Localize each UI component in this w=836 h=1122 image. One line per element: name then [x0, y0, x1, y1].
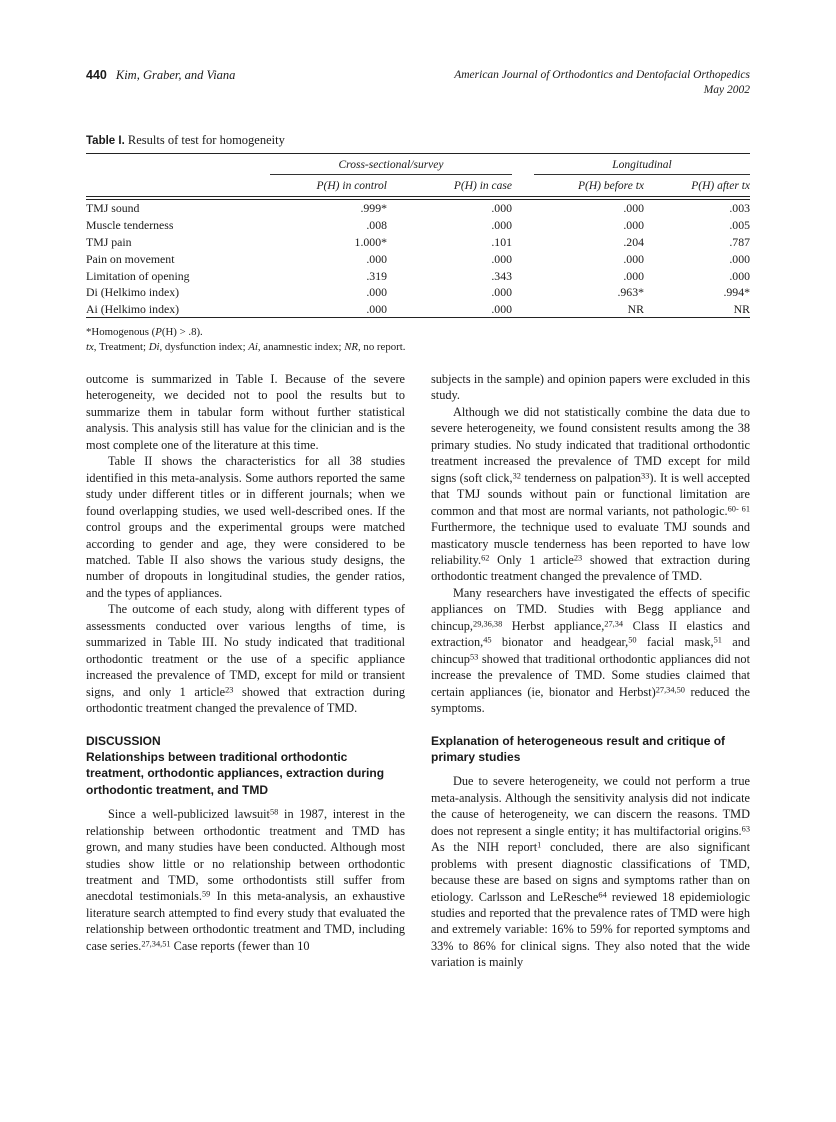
issue-date: May 2002	[703, 84, 750, 96]
cell-ph-after-tx: .003	[729, 201, 750, 216]
paragraph-part-e: facial mask,	[636, 635, 714, 650]
cell-ph-in-control: .999*	[360, 201, 387, 216]
table-row	[86, 217, 750, 234]
row-label: Ai (Helkimo index)	[86, 302, 180, 317]
cell-ph-before-tx: .204	[623, 234, 644, 249]
citation-62: 62	[481, 553, 490, 563]
row-label: Pain on movement	[86, 251, 175, 266]
cell-ph-in-case: .000	[491, 285, 512, 300]
cell-ph-in-case: .000	[491, 201, 512, 216]
paragraph-part-d: bionator and headgear,	[491, 635, 629, 650]
paragraph-table-two: Table II shows the characteristics for all 38 studies identified in this meta-analysis. Some authors reported the same study under different titles or in different journals; when we found overlapping studies, we used well-described ones. If the control groups and the experimental groups were matched according to gender and age, they were considered to be matched. Table II also shows the various study designs, the number of dropouts in longitudinal studies, the gender ratios, and the types of appliances.	[86, 454, 405, 600]
group-header-cross-sectional: Cross-sectional/survey	[270, 154, 512, 175]
column-header-ph-after-tx: P(H) after tx	[691, 180, 750, 192]
cell-ph-in-control: .000	[366, 285, 387, 300]
paragraph-part-d: reviewed 18 epidemiologic studies and reported that the prevalence rates of TMD were high and extremely variable: 16% to 59% for reported symptoms and 33% to 86% for clinical signs. They also noted that the wide variation is mainly	[431, 889, 750, 970]
homogeneity-table	[86, 153, 750, 321]
citation-60-61: 60- 61	[727, 504, 750, 514]
cell-ph-before-tx: .000	[623, 218, 644, 233]
cell-ph-before-tx: NR	[627, 302, 644, 317]
cell-ph-after-tx: .005	[729, 218, 750, 233]
citation-27-34-51: 27,34,51	[141, 939, 171, 949]
table-one-block	[86, 133, 750, 354]
cell-ph-before-tx: .000	[623, 201, 644, 216]
table-row	[86, 200, 750, 217]
citation-58: 58	[269, 807, 279, 817]
table-column-header-row	[86, 175, 750, 197]
running-head-left	[86, 68, 235, 83]
body-columns	[86, 371, 750, 971]
paragraph-part-f: showed that extraction during orthodontic treatment changed the prevalence of TMD.	[431, 552, 751, 584]
page-number: 440	[86, 68, 107, 82]
paragraph-table-three	[86, 601, 405, 716]
column-header-ph-in-case: P(H) in case	[453, 180, 512, 192]
cell-ph-after-tx: NR	[733, 302, 750, 317]
citation-27-34: 27,34	[604, 619, 624, 629]
paragraph-table-three-part-a: The outcome of each study, along with different types of assessments conducted over various lengths of time, is summarized in Table III. No study indicated that traditional orthodontic treatment or the use of a specific appliance increased the prevalence of TMD, except for mild or transient signs, and only 1 article	[86, 602, 405, 699]
column-header-ph-before-tx: P(H) before tx	[578, 180, 644, 192]
table-caption-text: Results of test for homogeneity	[127, 133, 285, 147]
paragraph-part-b: tenderness on palpation	[520, 470, 642, 485]
heading-discussion: DISCUSSION	[86, 733, 161, 748]
table-footnote-homogenous: *Homogenous (P(H) > .8).	[86, 326, 203, 339]
citation-51: 51	[713, 635, 722, 645]
table-row	[86, 267, 750, 284]
cell-ph-in-control: .008	[366, 218, 387, 233]
paragraph-appliances	[431, 585, 750, 717]
group-header-longitudinal: Longitudinal	[534, 154, 750, 175]
citation-23: 23	[225, 685, 234, 695]
cell-ph-before-tx: .963*	[617, 285, 644, 300]
cell-ph-after-tx: .000	[729, 268, 750, 283]
running-head-authors: Kim, Graber, and Viana	[115, 68, 236, 82]
paragraph-part-d: Furthermore, the technique used to evaluate TMJ sounds and masticatory muscle tenderness has been reported to have low reliability.	[431, 520, 750, 567]
paragraph-part-c: ). It is well accepted that TMJ sounds without pain or functional limitation are common and that most are normal variants, not pathologic.	[431, 470, 750, 518]
paragraph-lawsuit-part-b: in 1987, interest in the relationship between orthodontic treatment and TMD has grown, and many studies have been conducted. Although most studies show little or no relationship between orthodontic treatment and TMD, some orthodontists still suffer from anecdotal testimonials.	[86, 807, 405, 904]
table-footnote-abbreviations: tx, Treatment; Di, dysfunction index; Ai, anamnestic index; NR, no report.	[86, 340, 406, 353]
paragraph-lawsuit-part-c: In this meta-analysis, an exhaustive literature search attempted to find every study that evaluated the relationship between orthodontic treatment and TMD, including case series.	[86, 889, 405, 953]
cell-ph-in-control: 1.000*	[354, 234, 387, 249]
table-label: Table I.	[86, 135, 125, 147]
cell-ph-in-control: .000	[366, 302, 387, 317]
paragraph-part-e: Only 1 article	[489, 552, 574, 567]
paragraph-lawsuit-part-d: Case reports (fewer than 10	[170, 938, 310, 953]
cell-ph-in-case: .000	[491, 251, 512, 266]
journal-title: American Journal of Orthodontics and Dentofacial Orthopedics	[454, 69, 750, 81]
paragraph-meta-analysis	[431, 773, 750, 970]
paragraph-outcome-summary: outcome is summarized in Table I. Because of the severe heterogeneity, we decided not to pool the results but to summarize them in tabular form without further statistical analysis. This analysis still has value for the clinician and is the most complete one of the literature at this time.	[86, 372, 405, 452]
cell-ph-in-control: .319	[366, 268, 387, 283]
paragraph-lawsuit-part-a: Since a well-publicized lawsuit	[108, 807, 270, 822]
paragraph-part-a: Due to severe heterogeneity, we could not perform a true meta-analysis. Although the sensitivity analysis did not indicate the cause of heterogeneity, we can discern the reasons. TMD does not represent a single entity; it has multifactorial origins.	[431, 774, 750, 838]
row-label: TMJ pain	[86, 234, 132, 249]
column-header-blank	[86, 175, 270, 197]
citation-50: 50	[628, 635, 637, 645]
cell-ph-in-case: .101	[491, 234, 512, 249]
citation-45: 45	[483, 635, 492, 645]
paragraph-part-a: Although we did not statistically combine the data due to severe heterogeneity, we found consistent results among the 38 primary studies. No study indicated that traditional orthodontic treatment increased the prevalence of TMD except for mild signs (soft click,	[431, 404, 750, 485]
section-spacer	[86, 717, 405, 733]
paragraph-excluded: subjects in the sample) and opinion papers were excluded in this study.	[431, 372, 750, 403]
column-header-ph-in-control: P(H) in control	[316, 180, 387, 192]
paragraph-table-three-part-b: showed that extraction during orthodontic treatment changed the prevalence of TMD.	[86, 684, 406, 716]
table-row	[86, 250, 750, 267]
row-label: TMJ sound	[86, 201, 140, 216]
cell-ph-in-control: .000	[366, 251, 387, 266]
citation-32: 32	[512, 471, 521, 481]
cell-ph-after-tx: .000	[729, 251, 750, 266]
citation-27-34-50: 27,34,50	[655, 685, 685, 695]
table-caption	[86, 133, 750, 149]
heading-explanation: Explanation of heterogeneous result and critique of primary studies	[431, 733, 726, 764]
table-footnotes	[86, 321, 750, 354]
paragraph-part-c: concluded, there are also significant problems with present diagnostic classifications of TMD, because these are based on signs and symptoms rather than on etiology. Carlsson and LeResche	[431, 840, 750, 904]
table-group-header-row	[86, 154, 750, 175]
left-column	[86, 371, 405, 971]
row-label: Muscle tenderness	[86, 218, 174, 233]
paragraph-part-f: and chincup	[431, 635, 750, 666]
heading-relationships: Relationships between traditional orthodontic treatment, orthodontic appliances, extraction during orthodontic treatment, and TMD	[86, 749, 385, 797]
citation-29-36-38: 29,36,38	[473, 619, 503, 629]
section-spacer	[431, 717, 750, 733]
paragraph-lawsuit	[86, 806, 405, 954]
paragraph-heterogeneity-results	[431, 404, 750, 585]
cell-ph-after-tx: .994*	[723, 285, 750, 300]
table-head	[86, 154, 750, 200]
table-row	[86, 234, 750, 251]
citation-63: 63	[741, 824, 750, 834]
citation-33: 33	[641, 471, 650, 481]
paragraph-part-c: Class II elastics and extraction,	[431, 618, 750, 650]
table-body	[86, 200, 750, 322]
citation-59: 59	[201, 889, 211, 899]
cell-ph-before-tx: .000	[623, 268, 644, 283]
paragraph-part-g: showed that traditional orthodontic appliances did not increase the prevalence of TMD. Some studies claimed that certain appliances (ie, bionator and Herbst)	[431, 651, 750, 699]
running-head-right	[454, 68, 750, 98]
cell-ph-before-tx: .000	[623, 251, 644, 266]
cell-ph-in-case: .000	[491, 218, 512, 233]
table-row	[86, 301, 750, 318]
citation-64: 64	[598, 890, 607, 899]
paragraph-part-b: As the NIH report	[431, 840, 538, 855]
row-label: Limitation of opening	[86, 268, 190, 283]
citation-1: 1	[537, 840, 542, 850]
section-spacer	[86, 798, 405, 806]
paragraph-part-h: reduced the symptoms.	[431, 684, 751, 716]
paragraph-part-b: Herbst appliance,	[502, 618, 605, 633]
citation-23: 23	[573, 553, 583, 563]
right-column	[431, 371, 750, 971]
cell-ph-after-tx: .787	[729, 234, 750, 249]
cell-ph-in-case: .343	[491, 268, 512, 283]
paragraph-part-a: Many researchers have investigated the effects of specific appliances on TMD. Studies with Begg appliance and chincup,	[431, 585, 750, 633]
cell-ph-in-case: .000	[491, 302, 512, 317]
table-row	[86, 284, 750, 301]
row-label: Di (Helkimo index)	[86, 285, 180, 300]
citation-53: 53	[469, 652, 479, 662]
running-head	[86, 68, 750, 98]
section-spacer	[431, 765, 750, 773]
